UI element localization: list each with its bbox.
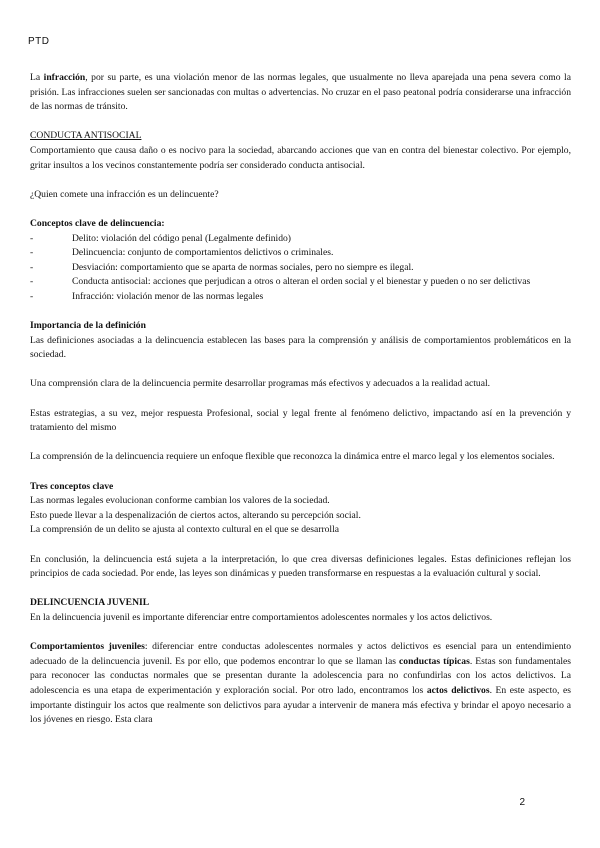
comportamientos-bold-title: Comportamientos juveniles — [30, 641, 145, 653]
infraccion-lead: La — [30, 72, 44, 83]
tres-conceptos-line: Esto puede llevar a la despenalización de ciertos actos, alterando su percepción social. — [30, 509, 361, 521]
page-number: 2 — [519, 797, 525, 808]
list-item: - Infracción: violación menor de las normas legales — [30, 290, 571, 305]
infraccion-paragraph — [30, 71, 571, 115]
list-dash: - — [30, 290, 34, 302]
list-dash: - — [30, 261, 34, 273]
list-item: - Conducta antisocial: acciones que perjudican a otros o alteran el orden social y el bienestar y pueden o no ser delictivas — [30, 275, 571, 290]
conceptos-heading: Conceptos clave de delincuencia: — [30, 217, 165, 229]
document-body — [30, 71, 571, 728]
importancia-heading: Importancia de la definición — [30, 320, 146, 332]
list-dash: - — [30, 247, 34, 259]
delincuencia-juvenil-paragraph: En la delincuencia juvenil es importante diferenciar entre comportamientos adolescentes normales y los actos delictivos. — [30, 611, 493, 623]
tres-conceptos-heading: Tres conceptos clave — [30, 480, 114, 492]
importancia-paragraph-3: Estas estrategias, a su vez, mejor respuesta Profesional, social y legal frente al fenómeno delictivo, impactando así en la prevención y tratamiento del mismo — [30, 407, 571, 434]
conceptos-list — [30, 232, 571, 305]
question-line: ¿Quien comete una infracción es un delincuente? — [30, 188, 219, 200]
comportamientos-paragraph: Comportamientos juveniles: diferenciar entre conductas adolescentes normales y actos delictivos es esencial para un entendimiento adecuado de la delincuencia juvenil. Es por ello, que podemos encontrar lo que se llaman las conductas típicas. Estas son fundamentales para reconocer las conductas normales que se presentan durante la adolescencia para no confundirlas con los actos delictivos. La adolescencia es una etapa de experimentación y exploración social. Por otro lado, encontramos los actos delictivos. En este aspecto, es importante distinguir los actos que realmente son delictivos para ayudar a intervenir de manera más efectiva y brindar el apoyo necesario a los jóvenes en riesgo. Esta clara — [30, 641, 572, 726]
list-item: - Delincuencia: conjunto de comportamientos delictivos o criminales. — [30, 246, 571, 261]
importancia-paragraph-2: Una comprensión clara de la delincuencia permite desarrollar programas más efectivos y adecuados a la realidad actual. — [30, 378, 491, 390]
importancia-paragraph-4: La comprensión de la delincuencia requiere un enfoque flexible que reconozca la dinámica entre el marco legal y los elementos sociales. — [30, 451, 555, 463]
infraccion-text: , por su parte, es una violación menor de las normas legales, que usualmente no lleva aparejada una pena severa como la prisión. Las infracciones suelen ser sancionadas con multas o advertencias. No cruzar en el paso peatonal podría considerarse una infracción de las normas de tránsito. — [30, 72, 571, 113]
tres-conceptos-line: La comprensión de un delito se ajusta al contexto cultural en el que se desarrolla — [30, 524, 340, 536]
importancia-paragraph-1: Las definiciones asociadas a la delincuencia establecen las bases para la comprensión y análisis de comportamientos problemáticos en la sociedad. — [30, 334, 571, 361]
delincuencia-juvenil-heading: DELINCUENCIA JUVENIL — [30, 597, 150, 609]
actos-delictivos-bold: actos delictivos — [426, 684, 490, 696]
list-item: - Delito: violación del código penal (Legalmente definido) — [30, 232, 571, 247]
conducta-antisocial-paragraph: Comportamiento que causa daño o es nocivo para la sociedad, abarcando acciones que van en contra del bienestar colectivo. Por ejemplo, gritar insultos a los vecinos constantemente podría ser considerado conducta antisocial. — [30, 144, 571, 171]
list-dash: - — [30, 276, 34, 288]
conductas-tipicas-bold: conductas típicas — [399, 655, 470, 667]
tres-conceptos-line: Las normas legales evolucionan conforme cambian los valores de la sociedad. — [30, 495, 330, 507]
tres-conceptos-lines — [30, 494, 571, 538]
conducta-antisocial-heading: CONDUCTA ANTISOCIAL — [30, 130, 142, 142]
list-item: - Desviación: comportamiento que se aparta de normas sociales, pero no siempre es ilegal. — [30, 261, 571, 276]
list-dash: - — [30, 232, 34, 244]
document-header: PTD — [28, 36, 50, 47]
conclusion-paragraph: En conclusión, la delincuencia está sujeta a la interpretación, lo que crea diversas definiciones legales. Estas definiciones reflejan los principios de cada sociedad. Por ende, las leyes son dinámicas y pueden transformarse en respuestas a la evaluación cultural y social. — [30, 553, 571, 580]
infraccion-bold-word: infracción — [43, 72, 86, 83]
